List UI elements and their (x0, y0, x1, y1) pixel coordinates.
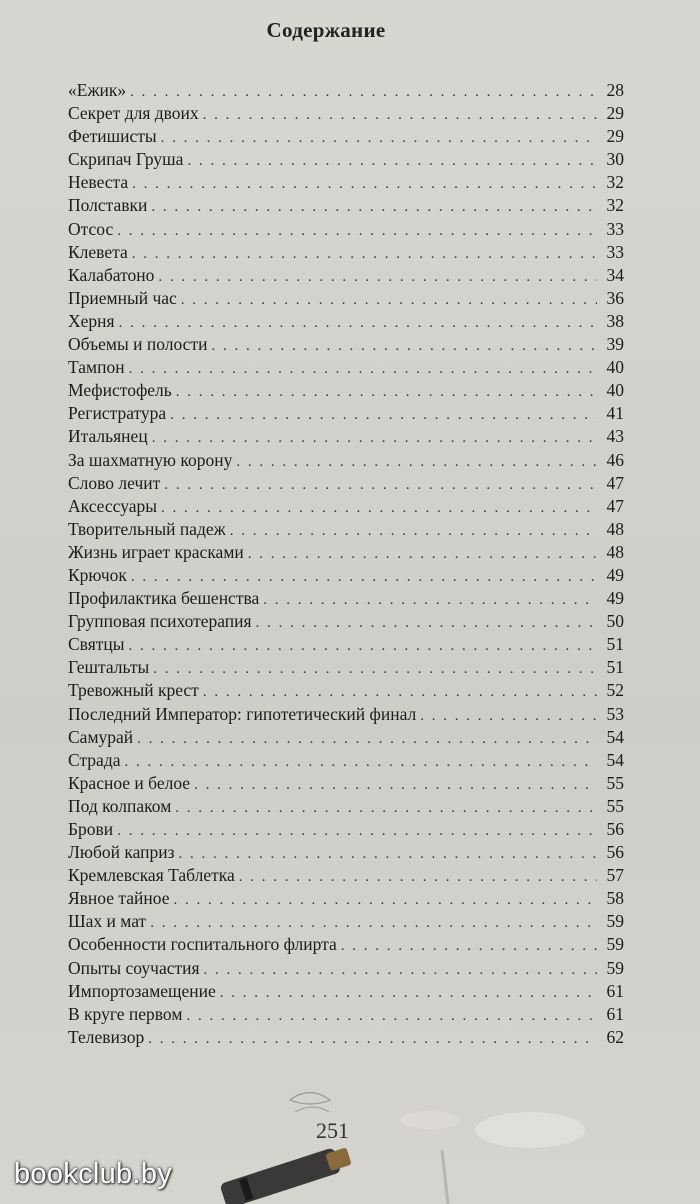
toc-entry (68, 148, 624, 171)
toc-leader-dots (148, 1028, 597, 1051)
toc-entry-page: 58 (606, 888, 624, 909)
toc-entry (68, 841, 624, 864)
toc-entry-page: 53 (606, 703, 624, 724)
toc-leader-dots (194, 774, 597, 797)
toc-entry-title: Мефистофель (68, 380, 172, 401)
toc-leader-dots (179, 843, 597, 866)
toc-entry-page: 40 (606, 380, 624, 401)
toc-leader-dots (187, 150, 597, 173)
toc-entry-title: Аксессуары (68, 495, 157, 516)
toc-leader-dots (119, 312, 597, 335)
toc-entry (68, 379, 624, 402)
toc-entry-page: 49 (606, 564, 624, 585)
toc-entry (68, 980, 624, 1003)
toc-entry-title: Под колпаком (68, 795, 172, 816)
toc-leader-dots (181, 289, 597, 312)
toc-entry-title: Фетишисты (68, 126, 157, 147)
toc-entry-page: 47 (606, 472, 624, 493)
toc-entry (68, 125, 624, 148)
toc-entry-title: Херня (68, 310, 115, 331)
toc-entry-title: Профилактика бешенства (68, 588, 260, 609)
toc-entry (68, 472, 624, 495)
toc-entry (68, 587, 624, 610)
toc-entry (68, 910, 624, 933)
toc-entry-page: 49 (606, 588, 624, 609)
toc-entry-title: Телевизор (68, 1026, 145, 1047)
toc-leader-dots (132, 173, 597, 196)
toc-leader-dots (175, 797, 597, 820)
toc-leader-dots (256, 612, 597, 635)
toc-leader-dots (161, 497, 597, 520)
toc-entry (68, 102, 624, 125)
toc-entry-page: 47 (606, 495, 624, 516)
toc-entry-title: Шах и мат (68, 911, 147, 932)
table-of-contents (68, 79, 624, 1049)
toc-leader-dots (186, 1005, 597, 1028)
toc-entry-page: 30 (606, 149, 624, 170)
toc-entry-page: 57 (606, 865, 624, 886)
toc-entry-title: Клевета (68, 241, 128, 262)
toc-entry (68, 356, 624, 379)
toc-leader-dots (132, 243, 597, 266)
toc-leader-dots (152, 427, 597, 450)
toc-entry-title: Тревожный крест (68, 680, 199, 701)
toc-leader-dots (117, 220, 597, 243)
toc-entry-page: 48 (606, 518, 624, 539)
toc-entry-title: Любой каприз (68, 842, 175, 863)
toc-entry-page: 59 (606, 934, 624, 955)
toc-entry (68, 264, 624, 287)
toc-leader-dots (248, 543, 597, 566)
toc-entry-title: Приемный час (68, 287, 177, 308)
toc-entry (68, 703, 624, 726)
toc-leader-dots (174, 889, 598, 912)
toc-entry (68, 333, 624, 356)
toc-entry (68, 518, 624, 541)
toc-leader-dots (170, 404, 597, 427)
toc-entry (68, 194, 624, 217)
toc-entry-page: 38 (606, 310, 624, 331)
toc-entry-page: 48 (606, 541, 624, 562)
toc-entry-page: 36 (606, 287, 624, 308)
toc-entry-title: Самурай (68, 726, 134, 747)
page-number: 251 (316, 1118, 349, 1143)
toc-entry (68, 772, 624, 795)
toc-entry-title: Брови (68, 819, 114, 839)
toc-entry (68, 656, 624, 679)
toc-entry-page: 40 (606, 357, 624, 378)
toc-entry-title: В круге первом (68, 1003, 183, 1024)
toc-leader-dots (153, 658, 597, 681)
toc-entry (68, 887, 624, 910)
toc-entry (68, 310, 624, 333)
toc-entry (68, 957, 624, 980)
toc-entry-title: Объемы и полости (68, 334, 208, 355)
toc-leader-dots (230, 520, 597, 543)
toc-entry (68, 818, 624, 841)
toc-entry-title: Особенности госпитального флирта (68, 934, 337, 955)
toc-leader-dots (176, 381, 597, 404)
toc-leader-dots (204, 959, 597, 982)
toc-entry-page: 62 (606, 1026, 624, 1047)
toc-entry-page: 52 (606, 680, 624, 701)
toc-entry (68, 610, 624, 633)
toc-entry-page: 32 (606, 195, 624, 216)
toc-leader-dots (203, 681, 597, 704)
toc-entry-title: Красное и белое (68, 772, 191, 793)
toc-entry-page: 56 (606, 819, 624, 839)
toc-entry (68, 864, 624, 887)
toc-entry (68, 402, 624, 425)
toc-leader-dots (158, 266, 597, 289)
toc-entry-title: Калабатоно (68, 264, 155, 285)
toc-entry-page: 51 (606, 634, 624, 655)
toc-entry-page: 43 (606, 426, 624, 447)
toc-leader-dots (129, 358, 597, 381)
toc-leader-dots (420, 705, 597, 728)
toc-entry-page: 46 (606, 449, 624, 470)
toc-entry (68, 495, 624, 518)
toc-entry (68, 795, 624, 818)
toc-entry-title: Отсос (68, 218, 114, 239)
toc-leader-dots (161, 127, 597, 150)
toc-entry-page: 32 (606, 172, 624, 193)
toc-entry-title: Групповая психотерапия (68, 611, 252, 632)
toc-entry-page: 59 (606, 957, 624, 978)
toc-entry-title: Кремлевская Таблетка (68, 865, 235, 886)
toc-leader-dots (236, 451, 597, 474)
toc-leader-dots (125, 751, 598, 774)
toc-entry-title: Тампон (68, 357, 125, 378)
toc-entry-page: 29 (606, 126, 624, 147)
toc-leader-dots (131, 566, 597, 589)
toc-entry-page: 56 (606, 842, 624, 863)
toc-entry-title: Явное тайное (68, 888, 170, 909)
toc-leader-dots (137, 728, 597, 751)
toc-entry (68, 449, 624, 472)
toc-entry-page: 50 (606, 611, 624, 632)
toc-entry-title: Слово лечит (68, 472, 161, 493)
toc-entry (68, 171, 624, 194)
toc-leader-dots (263, 589, 597, 612)
toc-leader-dots (341, 935, 597, 958)
toc-entry-page: 33 (606, 241, 624, 262)
toc-entry-page: 59 (606, 911, 624, 932)
toc-entry (68, 564, 624, 587)
toc-leader-dots (164, 474, 597, 497)
toc-entry-title: Страда (68, 749, 121, 770)
illustration-image (180, 1080, 700, 1204)
toc-entry-page: 34 (606, 264, 624, 285)
toc-entry-page: 29 (606, 103, 624, 124)
toc-leader-dots (150, 912, 597, 935)
toc-entry-page: 28 (606, 80, 624, 100)
toc-entry (68, 541, 624, 564)
toc-entry-page: 55 (606, 772, 624, 793)
toc-entry-title: Секрет для двоих (68, 103, 199, 124)
toc-entry-title: Опыты соучастия (68, 957, 200, 978)
toc-entry (68, 218, 624, 241)
toc-entry-page: 61 (606, 980, 624, 1001)
toc-entry-title: Регистратура (68, 403, 167, 424)
toc-entry (68, 726, 624, 749)
toc-entry (68, 1003, 624, 1026)
toc-leader-dots (203, 104, 597, 127)
toc-entry-title: Гештальты (68, 657, 150, 678)
toc-entry-page: 41 (606, 403, 624, 424)
toc-entry-title: Импортозамещение (68, 980, 216, 1001)
toc-entry (68, 749, 624, 772)
toc-leader-dots (129, 635, 597, 658)
toc-entry-page: 51 (606, 657, 624, 678)
toc-entry-title: «Ежик» (68, 80, 127, 100)
toc-entry-title: Крючок (68, 564, 127, 585)
toc-entry-title: Итальянец (68, 426, 148, 447)
toc-entry-page: 55 (606, 795, 624, 816)
toc-entry-page: 39 (606, 334, 624, 355)
toc-entry-title: Последний Император: гипотетический финал (68, 703, 417, 724)
toc-entry (68, 633, 624, 656)
toc-entry-title: Жизнь играет красками (68, 541, 244, 562)
toc-leader-dots (220, 982, 597, 1005)
toc-leader-dots (211, 335, 597, 358)
toc-leader-dots (239, 866, 597, 889)
toc-entry-page: 54 (606, 726, 624, 747)
toc-entry-title: За шахматную корону (68, 449, 233, 470)
toc-entry-page: 54 (606, 749, 624, 770)
toc-entry-page: 33 (606, 218, 624, 239)
toc-entry (68, 287, 624, 310)
toc-entry-page: 61 (606, 1003, 624, 1024)
toc-entry (68, 933, 624, 956)
watermark-text: bookclub.by (14, 1158, 173, 1190)
toc-entry-title: Полставки (68, 195, 148, 216)
toc-entry (68, 679, 624, 702)
toc-leader-dots (151, 196, 597, 219)
toc-entry-title: Творительный падеж (68, 518, 226, 539)
toc-leader-dots (117, 820, 597, 843)
toc-entry (68, 1026, 624, 1049)
toc-entry (68, 79, 624, 102)
toc-entry-title: Скрипач Груша (68, 149, 184, 170)
page-title: Содержание (266, 18, 386, 42)
toc-leader-dots (130, 81, 597, 104)
toc-entry (68, 425, 624, 448)
toc-entry-title: Невеста (68, 172, 129, 193)
toc-entry (68, 241, 624, 264)
toc-entry-title: Святцы (68, 634, 125, 655)
